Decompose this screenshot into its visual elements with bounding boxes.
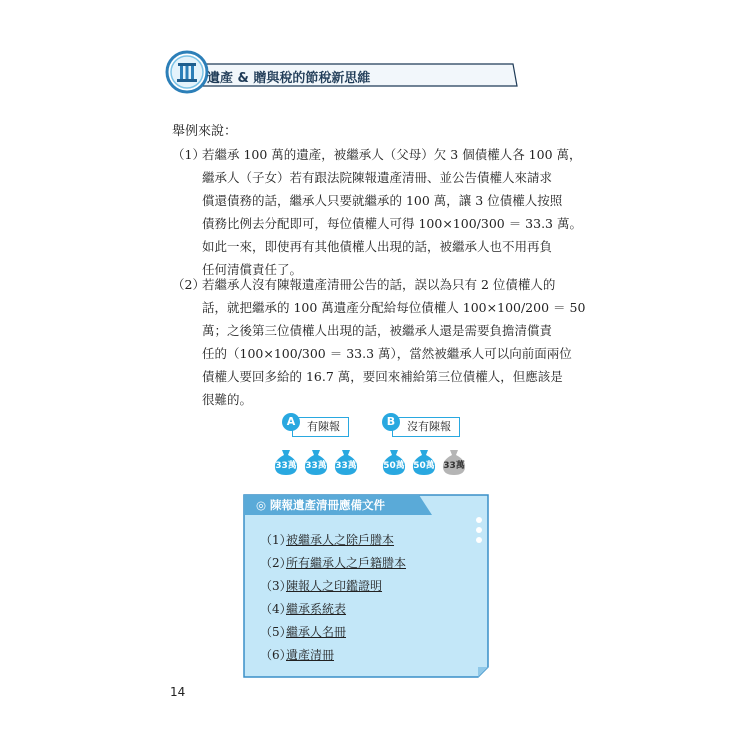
document-text: 被繼承人之除戶謄本 [286,533,395,547]
tag-b-letter: B [382,413,400,431]
item-line: 若繼承人沒有陳報遺產清冊公告的話，誤以為只有 2 位債權人的 [202,277,556,292]
document-text: 陳報人之印鑑證明 [286,579,383,593]
tag-a-label: 有陳報 [292,417,349,437]
item-line: 任的（100×100/300 ＝ 33.3 萬），當然被繼承人可以向前面兩位 [202,346,572,361]
document-item [260,531,394,548]
money-bag-icon [302,448,330,476]
money-bag-illustration [270,410,490,480]
document-item [260,577,382,594]
required-documents-panel [242,493,492,678]
document-item [260,600,346,617]
money-bag-icon [380,448,408,476]
intro-text: 舉例來說： [172,124,238,139]
money-bag-icon [332,448,360,476]
page-number: 14 [170,685,186,699]
item-line: 萬；之後第三位債權人出現的話，被繼承人還是需要負擔清償責 [202,323,553,338]
money-bag-icon [410,448,438,476]
item-line: 任何清償責任了。 [202,262,303,277]
header-title: 遺產 & 贈與稅的節稅新思維 [207,71,371,86]
bag-amount: 33萬 [305,461,327,471]
running-header [165,50,371,100]
document-number: （1） [260,533,292,547]
tag-a-letter: A [282,413,300,431]
bag-amount: 33萬 [275,461,297,471]
panel-title: ◎ 陳報遺產清冊應備文件 [256,498,386,512]
document-number: （3） [260,579,292,593]
document-text: 繼承人名冊 [286,625,347,639]
bag-amount: 33萬 [335,461,357,471]
document-number: （2） [260,556,292,570]
item-line: 償還債務的話，繼承人只要就繼承的 100 萬，讓 3 位債權人按照 [202,193,563,208]
document-number: （5） [260,625,292,639]
money-bag-icon [272,448,300,476]
bag-amount: 50萬 [383,461,405,471]
item-number: （1） [172,147,205,162]
document-item [260,646,334,663]
item-line: 債權人要回多給的 16.7 萬，要回來補給第三位債權人，但應該是 [202,369,563,384]
item-line: 如此一來，即使再有其他債權人出現的話，被繼承人也不用再負 [202,239,553,254]
document-item [260,623,346,640]
tag-b-label: 沒有陳報 [392,417,460,437]
bag-amount: 50萬 [413,461,435,471]
document-number: （6） [260,648,292,662]
document-text: 所有繼承人之戶籍謄本 [286,556,407,570]
money-bag-icon [440,448,468,476]
item-line: 債務比例去分配即可，每位債權人可得 100×100/300 ＝ 33.3 萬。 [202,216,582,231]
item-line: 很難的。 [202,392,253,407]
column-logo-icon [165,50,209,94]
document-text: 繼承系統表 [286,602,347,616]
item-line: 話，就把繼承的 100 萬遺產分配給每位債權人 100×100/200 ＝ 50 [202,300,586,315]
item-line: 若繼承 100 萬的遺產，被繼承人（父母）欠 3 個債權人各 100 萬， [202,147,582,162]
document-text: 遺產清冊 [286,648,335,662]
document-number: （4） [260,602,292,616]
bag-amount: 33萬 [443,461,465,471]
document-item [260,554,406,571]
item-line: 繼承人（子女）若有跟法院陳報遺產清冊、並公告債權人來請求 [202,170,553,185]
item-number: （2） [172,277,205,292]
